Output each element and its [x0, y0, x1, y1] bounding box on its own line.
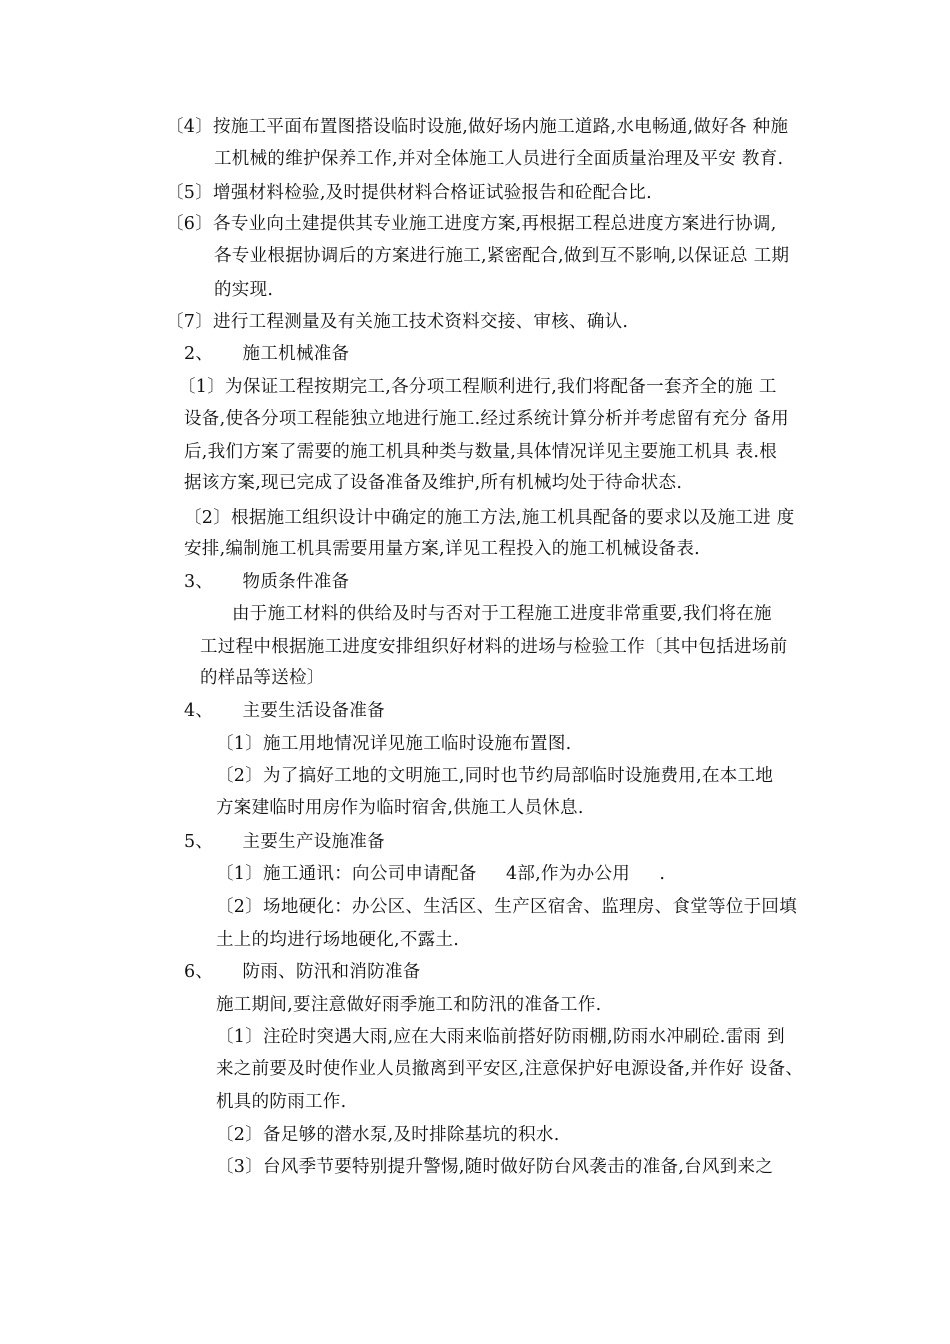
text-line: 工过程中根据施工进度安排组织好材料的进场与检验工作〔其中包括进场前 [200, 637, 788, 657]
text-line: 〔6〕各专业向土建提供其专业施工进度方案,再根据工程总进度方案进行协调, [166, 214, 777, 234]
text-line: 各专业根据协调后的方案进行施工,紧密配合,做到互不影响,以保证总 工期 [214, 246, 790, 266]
text-line: 〔2〕备足够的潜水泵,及时排除基坑的积水. [216, 1125, 560, 1145]
section-heading: 6、 防雨、防汛和消防准备 [184, 962, 421, 982]
text-line: 〔4〕按施工平面布置图搭设临时设施,做好场内施工道路,水电畅通,做好各 种施 [166, 117, 789, 137]
text-line: 方案建临时用房作为临时宿舍,供施工人员休息. [216, 798, 584, 818]
text-line: 来之前要及时使作业人员撤离到平安区,注意保护好电源设备,并作好 设备、 [216, 1059, 804, 1079]
text-line: 〔5〕增强材料检验,及时提供材料合格证试验报告和砼配合比. [166, 183, 652, 203]
text-line: 〔2〕根据施工组织设计中确定的施工方法,施工机具配备的要求以及施工进 度 [184, 508, 795, 528]
section-heading: 2、 施工机械准备 [184, 344, 350, 364]
text-line: 〔1〕为保证工程按期完工,各分项工程顺利进行,我们将配备一套齐全的施 工 [178, 377, 777, 397]
text-line: 施工期间,要注意做好雨季施工和防汛的准备工作. [216, 995, 602, 1015]
text-line: 由于施工材料的供给及时与否对于工程施工进度非常重要,我们将在施 [232, 604, 772, 624]
text-line: 〔1〕施工用地情况详见施工临时设施布置图. [216, 734, 572, 754]
text-line: 〔2〕场地硬化：办公区、生活区、生产区宿舍、监理房、食堂等位于回填 [216, 897, 798, 917]
text-line: 〔3〕台风季节要特别提升警惕,随时做好防台风袭击的准备,台风到来之 [216, 1157, 774, 1177]
text-line: 据该方案,现已完成了设备准备及维护,所有机械均处于待命状态. [184, 473, 683, 493]
text-line: 安排,编制施工机具需要用量方案,详见工程投入的施工机械设备表. [184, 539, 700, 559]
text-line: 后,我们方案了需要的施工机具种类与数量,具体情况详见主要施工机具 表.根 [184, 442, 778, 462]
text-line: 〔1〕注砼时突遇大雨,应在大雨来临前搭好防雨棚,防雨水冲刷砼.雷雨 到 [216, 1027, 785, 1047]
text-line: 工机械的维护保养工作,并对全体施工人员进行全面质量治理及平安 教育. [214, 149, 784, 169]
text-line: 〔2〕为了搞好工地的文明施工,同时也节约局部临时设施费用,在本工地 [216, 766, 774, 786]
section-heading: 4、 主要生活设备准备 [184, 701, 385, 721]
text-line: 〔1〕施工通讯：向公司申请配备 4部,作为办公用 . [216, 864, 666, 884]
section-heading: 5、 主要生产设施准备 [184, 832, 385, 852]
text-line: 土上的均进行场地硬化,不露土. [216, 930, 460, 950]
text-line: 的实现. [214, 280, 274, 300]
text-line: 设备,使各分项工程能独立地进行施工.经过系统计算分析并考虑留有充分 备用 [184, 409, 789, 429]
text-line: 机具的防雨工作. [216, 1092, 347, 1112]
section-heading: 3、 物质条件准备 [184, 572, 350, 592]
text-line: 〔7〕进行工程测量及有关施工技术资料交接、审核、确认. [166, 312, 629, 332]
text-line: 的样品等送检〕 [200, 668, 325, 688]
